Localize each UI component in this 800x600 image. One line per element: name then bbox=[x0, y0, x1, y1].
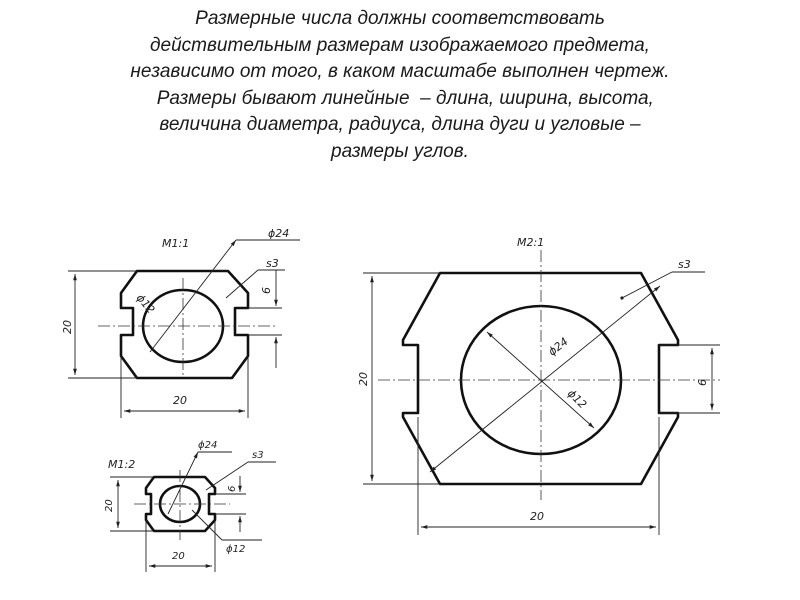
m21-thickness: s3 bbox=[678, 258, 691, 271]
m12-dia-outer: ϕ24 bbox=[198, 440, 218, 451]
caption-line-5: величина диаметра, радиуса, длина дуги и угловые – bbox=[159, 114, 641, 135]
m12-width: 20 bbox=[172, 551, 185, 562]
m11-dia-outer: ϕ24 bbox=[268, 227, 290, 240]
caption-line-1: Размерные числа должны соответствовать bbox=[195, 8, 605, 29]
caption-line-4: Размеры бывают линейные – длина, ширина, высота, bbox=[146, 87, 654, 109]
m12-scale-label: М1:2 bbox=[108, 458, 136, 471]
m21-dia-outer: ϕ24 bbox=[545, 335, 571, 359]
m21-scale-label: М2:1 bbox=[517, 236, 545, 249]
m11-scale-label: М1:1 bbox=[162, 237, 190, 250]
m11-slot: 6 bbox=[260, 287, 273, 294]
m21-slot: 6 bbox=[696, 379, 709, 386]
m12-height: 20 bbox=[104, 499, 115, 512]
drawing-m2-1 bbox=[357, 236, 720, 535]
m12-thickness: s3 bbox=[252, 450, 264, 461]
m11-dia-inner: ϕ12 bbox=[133, 291, 158, 317]
caption-line-3: независимо от того, в каком масштабе выполнен чертеж. bbox=[130, 61, 670, 82]
m21-width: 20 bbox=[530, 510, 544, 523]
m11-height: 20 bbox=[61, 320, 74, 334]
m11-width: 20 bbox=[173, 394, 187, 407]
m12-slot: 6 bbox=[227, 485, 238, 492]
drawing-m1-2 bbox=[104, 440, 276, 572]
drawing-m1-1 bbox=[61, 227, 300, 418]
m21-dia-inner: ϕ12 bbox=[564, 386, 590, 412]
m21-height: 20 bbox=[357, 372, 370, 386]
m12-dia-inner: ϕ12 bbox=[226, 544, 246, 555]
caption-line-2: действительным размерам изображаемого предмета, bbox=[150, 34, 650, 56]
m11-thickness: s3 bbox=[266, 257, 279, 270]
caption-line-6: размеры углов. bbox=[331, 140, 469, 162]
